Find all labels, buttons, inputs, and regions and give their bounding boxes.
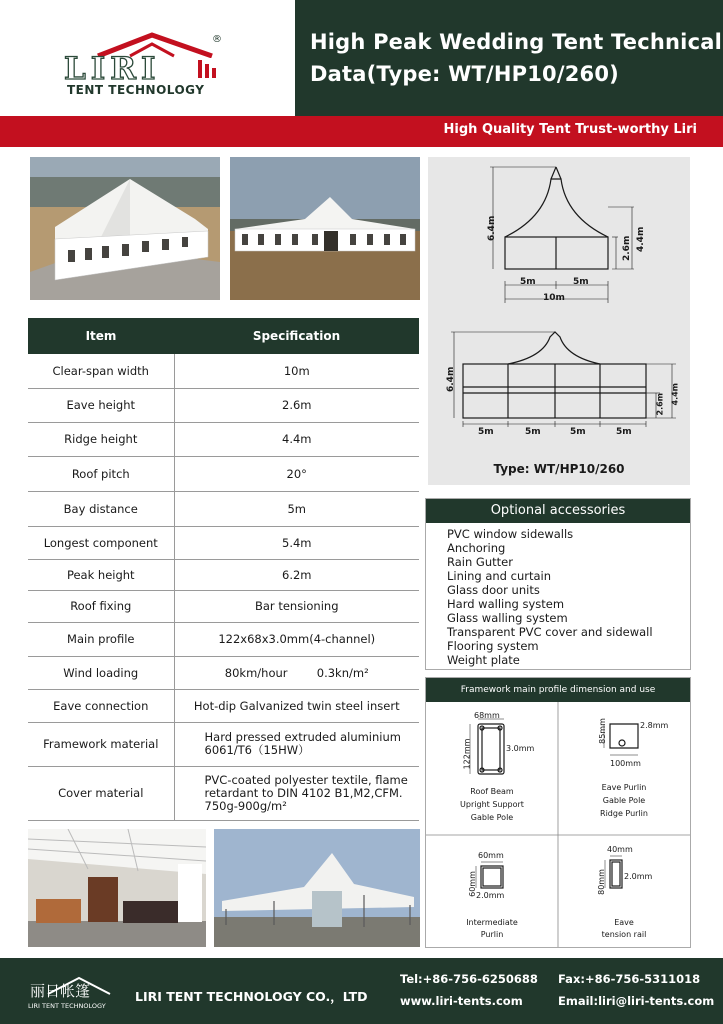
side-bay-3: 5m [570, 427, 586, 437]
spec-cell: 5.4m [174, 526, 419, 559]
front-total-height: 6.4m [487, 215, 497, 241]
profile4-height: 80mm [596, 869, 606, 895]
table-row [28, 622, 419, 656]
front-width: 10m [543, 293, 565, 303]
table-row [28, 456, 419, 491]
profile3-height: 60mm [467, 871, 477, 897]
spec-cell: 10m [174, 354, 419, 388]
profile1-use-1: Roof Beam [470, 787, 514, 796]
profile1-use-3: Gable Pole [470, 813, 514, 822]
logo-bars-icon [196, 58, 220, 80]
logo-wordmark: LIRI [64, 51, 161, 87]
spec-cell: 5m [174, 491, 419, 526]
table-row [28, 491, 419, 526]
spec-cell: 4.4m [174, 422, 419, 456]
profile2-use-2: Gable Pole [602, 796, 646, 805]
tagline: High Quality Tent Trust-worthy Liri [443, 122, 697, 137]
spec-cell: PVC-coated polyester textile, flame retardant to DIN 4102 B1,M2,CFM. 750g-900g/m² [174, 766, 419, 820]
tent-dimension-diagram [428, 157, 690, 485]
list-item: Glass door units [447, 583, 540, 597]
profile1-thickness: 3.0mm [506, 744, 535, 753]
logo-area [0, 0, 295, 116]
front-bay-1: 5m [520, 277, 536, 287]
profile2-width: 100mm [610, 759, 641, 768]
list-item: Hard walling system [447, 597, 565, 611]
list-item: Lining and curtain [447, 569, 551, 583]
table-row [28, 422, 419, 456]
footer-company: LIRI TENT TECHNOLOGY CO.，LTD [135, 989, 368, 1004]
list-item: Transparent PVC cover and sidewall [447, 625, 653, 639]
item-cell: Clear-span width [28, 354, 174, 388]
footer-email: Email:liri@liri-tents.com [558, 994, 715, 1008]
tent-drawings [428, 157, 690, 457]
spec-cell: 6.2m [174, 559, 419, 590]
accessories-title: Optional accessories [426, 499, 690, 523]
profile3-use-2: Purlin [480, 930, 504, 939]
side-total-height: 6.4m [446, 366, 456, 392]
spec-cell: 80km/hour 0.3kn/m² [174, 656, 419, 689]
spec-cell: 2.6m [174, 388, 419, 422]
table-row [28, 656, 419, 689]
header-item: Item [28, 318, 174, 354]
spec-table-header [28, 318, 419, 354]
list-item: PVC window sidewalls [447, 527, 574, 541]
footer-logo-cn: 丽日帐篷 [30, 982, 91, 1000]
list-item: Glass walling system [447, 611, 568, 625]
table-row [28, 766, 419, 820]
page-title-line1: High Peak Wedding Tent Technical [310, 30, 722, 54]
footer-website: www.liri-tents.com [400, 994, 523, 1008]
footer-tel: Tel:+86-756-6250688 [400, 972, 538, 986]
tent-photo-2 [230, 157, 420, 300]
spec-cell: Bar tensioning [174, 590, 419, 622]
item-cell: Bay distance [28, 491, 174, 526]
tent-frame-photo [214, 829, 420, 947]
item-cell: Framework material [28, 722, 174, 766]
table-row [28, 590, 419, 622]
tent-interior-photo [28, 829, 206, 947]
header-specification: Specification [174, 318, 419, 354]
footer-fax: Fax:+86-756-5311018 [558, 972, 701, 986]
profile4-use-2: tension rail [601, 930, 647, 939]
spec-cell: Hard pressed extruded aluminium 6061/T6（15HW） [174, 722, 419, 766]
profile3-thickness: 2.0mm [476, 891, 505, 900]
title-banner [295, 0, 723, 116]
profile1-width: 68mm [474, 711, 500, 720]
tent-photo-1 [30, 157, 220, 300]
item-cell: Ridge height [28, 422, 174, 456]
list-item: Rain Gutter [447, 555, 513, 569]
optional-accessories [425, 498, 691, 670]
spec-cell: 122x68x3.0mm(4-channel) [174, 622, 419, 656]
profile2-height: 85mm [597, 718, 607, 744]
front-ridge-height: 4.4m [636, 226, 646, 252]
spec-cell: Hot-dip Galvanized twin steel insert [174, 689, 419, 722]
table-row [28, 559, 419, 590]
profile3-width: 60mm [478, 851, 504, 860]
footer-logo-sub: LIRI TENT TECHNOLOGY [28, 1002, 106, 1010]
diagram-type-label: Type: WT/HP10/260 [493, 462, 625, 476]
profile2-use-1: Eave Purlin [601, 783, 647, 792]
profile4-thickness: 2.0mm [624, 872, 653, 881]
table-row [28, 388, 419, 422]
table-row [28, 354, 419, 388]
profile3-use-1: Intermediate [466, 918, 518, 927]
page-title-line2: Data(Type: WT/HP10/260) [310, 62, 619, 86]
front-bay-2: 5m [573, 277, 589, 287]
list-item: Flooring system [447, 639, 539, 653]
profile4-use-1: Eave [614, 918, 634, 927]
profile2-use-3: Ridge Purlin [600, 809, 648, 818]
profile1-height: 122mm [462, 738, 472, 770]
side-eave-height: 2.6m [655, 392, 665, 416]
accessories-list [426, 523, 690, 667]
table-row [28, 526, 419, 559]
front-eave-height: 2.6m [622, 235, 632, 261]
table-row [28, 689, 419, 722]
table-row [28, 722, 419, 766]
item-cell: Main profile [28, 622, 174, 656]
spec-cell: 20° [174, 456, 419, 491]
item-cell: Eave height [28, 388, 174, 422]
logo-subtitle: TENT TECHNOLOGY [67, 83, 205, 97]
profile1-use-2: Upright Support [460, 800, 524, 809]
footer [0, 958, 723, 1024]
spec-table [28, 318, 419, 821]
tagline-bar [0, 116, 723, 147]
item-cell: Eave connection [28, 689, 174, 722]
side-bay-1: 5m [478, 427, 494, 437]
item-cell: Cover material [28, 766, 174, 820]
item-cell: Peak height [28, 559, 174, 590]
profile-title: Framework main profile dimension and use [426, 678, 690, 702]
profile2-thickness: 2.8mm [640, 721, 669, 730]
item-cell: Roof fixing [28, 590, 174, 622]
list-item: Weight plate [447, 653, 520, 667]
item-cell: Wind loading [28, 656, 174, 689]
profile-dimensions [425, 677, 691, 948]
list-item: Anchoring [447, 541, 506, 555]
item-cell: Longest component [28, 526, 174, 559]
side-bay-4: 5m [616, 427, 632, 437]
profile4-width: 40mm [607, 845, 633, 854]
side-bay-2: 5m [525, 427, 541, 437]
item-cell: Roof pitch [28, 456, 174, 491]
side-ridge-height: 4.4m [670, 382, 680, 406]
registered-mark: ® [212, 34, 222, 45]
